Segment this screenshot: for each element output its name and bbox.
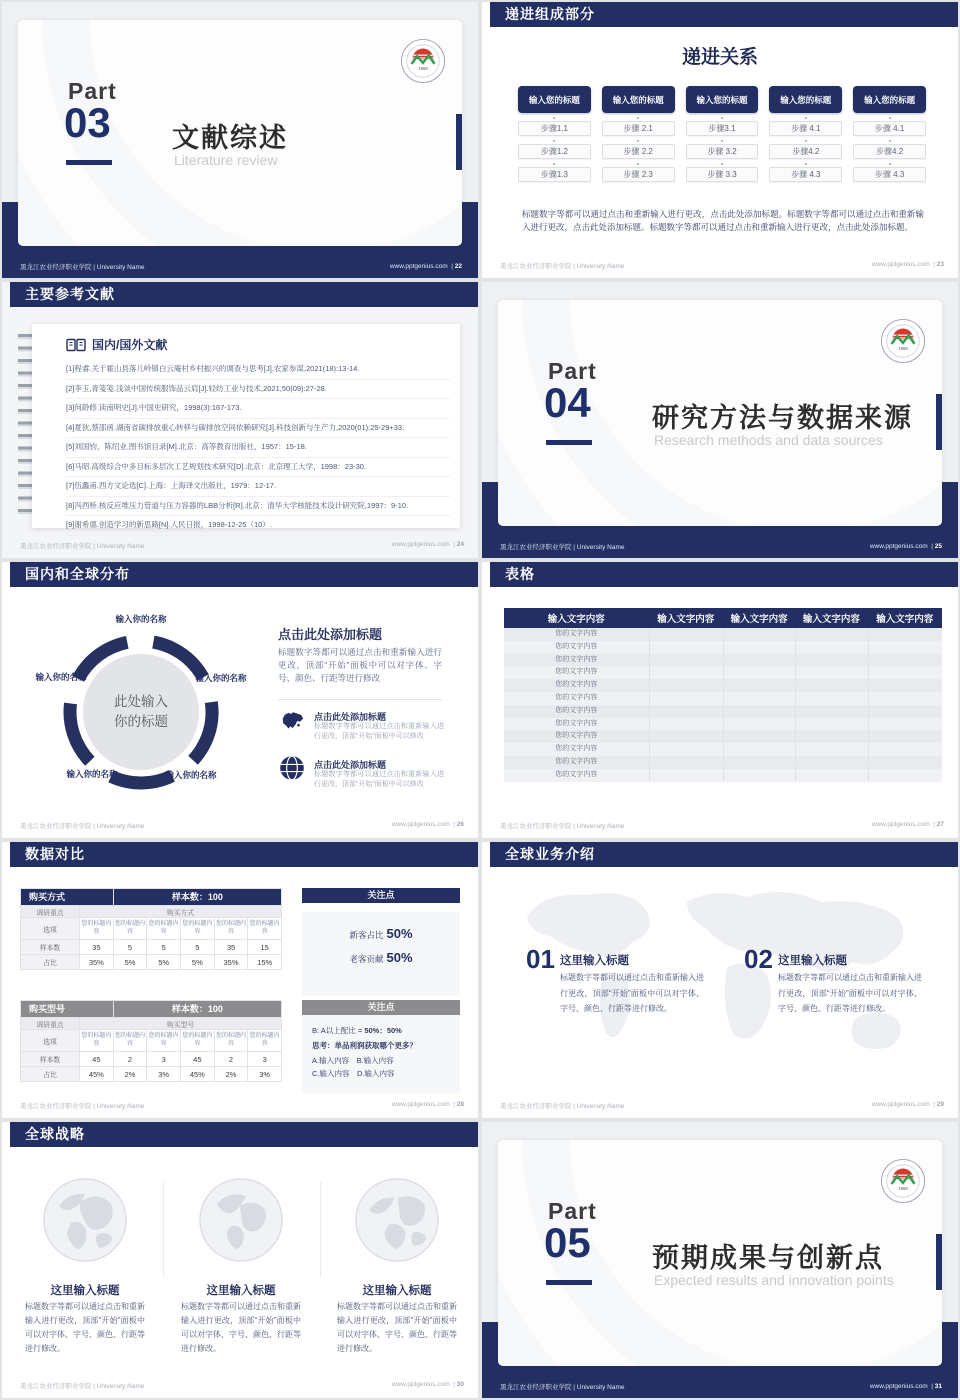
item-title: 点击此处添加标题	[314, 760, 387, 770]
cell-slide-25	[480, 280, 960, 560]
item-title: 这里输入标题	[778, 955, 847, 967]
step-box: 步骤 4.1	[769, 121, 842, 136]
panel-title: 关注点	[302, 1000, 460, 1015]
part-underline	[66, 160, 112, 165]
slide-title-bar	[490, 2, 958, 27]
span-label: 购买方式	[80, 906, 281, 917]
footer-university: 黑龙江农业经济职业学院 | University Name	[500, 1103, 625, 1110]
slide-24-references[interactable]	[2, 282, 478, 558]
university-logo-icon	[880, 318, 926, 364]
options-line: C.输入内容 D.输入内容	[312, 1069, 395, 1078]
globe-graphic	[354, 1177, 440, 1263]
part-subtitle: Literature review	[174, 152, 278, 168]
reference-item: [1]程睿.关于霍山县落儿岭镇白云庵村乡村振兴的调查与思考[J].农家参谋,2021(18):13-14.	[66, 360, 450, 380]
slide-footer	[20, 259, 462, 273]
globe-icon	[278, 755, 306, 781]
step-box: 步骤 3.3	[686, 167, 759, 182]
sample-size: 样本数：100	[114, 1001, 281, 1017]
cell-slide-28	[0, 840, 480, 1120]
item-title: 这里输入标题	[206, 1285, 276, 1297]
count-cell: 5	[181, 940, 214, 954]
wheel-label: 输入你的名称	[35, 672, 87, 682]
section-title: 国内/国外文献	[92, 338, 168, 352]
item-number: 02	[744, 944, 773, 974]
part-number: 04	[544, 379, 591, 426]
step-box: 步骤 2.3	[602, 167, 675, 182]
part-title: 研究方法与数据来源	[652, 403, 913, 433]
footer-site: www.pptgenius.com | 29	[871, 1101, 944, 1108]
ratio-cell: 45%	[181, 1067, 214, 1081]
slide-footer	[500, 261, 944, 270]
step-box: 步骤 3.2	[686, 144, 759, 159]
svg-text:1958: 1958	[898, 1186, 908, 1192]
row-label: 样本数	[21, 940, 79, 954]
row-label: 调研重点	[21, 906, 79, 917]
wheel-label: 输入你的名称	[115, 614, 167, 624]
ratio-cell: 45%	[80, 1067, 113, 1081]
footer-university: 黑龙江农业经济职业学院 | University Name	[20, 1383, 145, 1390]
page-number: 24	[456, 541, 464, 548]
part-label: Part	[548, 358, 597, 384]
step-box: 步骤3.1	[686, 121, 759, 136]
progression-column	[769, 86, 842, 182]
footer-university: 黑龙江农业经济职业学院 | University Name	[500, 263, 625, 270]
option-header: 您的标题内容	[114, 1030, 147, 1051]
step-box: 步骤1.2	[518, 144, 591, 159]
item-title: 这里输入标题	[362, 1285, 432, 1297]
part-label: Part	[548, 1198, 597, 1224]
table-row: 您的文字内容	[504, 654, 942, 667]
svg-text:1958: 1958	[418, 66, 428, 72]
slide-23-progression[interactable]	[482, 2, 958, 278]
cell-slide-31	[480, 1120, 960, 1400]
wheel-label: 输入你的名称	[165, 770, 217, 780]
reference-item: [9]谢希德.创造学习的新思路[N].人民日报，1998-12-25（10）.	[66, 516, 450, 536]
reference-list	[66, 360, 450, 536]
ratio-cell: 3%	[147, 1067, 180, 1081]
part-number: 03	[64, 99, 111, 146]
option-header: 您的标题内容	[80, 918, 113, 939]
reference-item: [5]刘国钧，陈绍业.图书馆目录[M].北京：高等教育出版社，1957：15-18.	[66, 438, 450, 458]
reference-item: [6]马昭.高级综合中多目标多层次工艺规划技术研究[D].北京：北京理工大学，1998：23-30.	[66, 458, 450, 478]
page-number: 30	[456, 1381, 464, 1388]
row-label: 占比	[21, 955, 79, 969]
part-number: 05	[544, 1219, 591, 1266]
slide-footer	[500, 821, 944, 830]
option-header: 您的标题内容	[181, 918, 214, 939]
books-icon	[66, 338, 86, 352]
row-label: 选项	[21, 918, 79, 939]
ratio-cell: 35%	[80, 955, 113, 969]
table-header-row	[504, 608, 942, 628]
slide-27-table[interactable]	[482, 562, 958, 838]
progression-column	[686, 86, 759, 182]
item-desc: 标题数字等都可以通过点击和重新输入进行更改，顶部“开始”面板中可以修改	[314, 771, 444, 788]
part-underline	[546, 440, 592, 445]
slide-22-part-divider[interactable]	[2, 2, 478, 278]
column-header: 输入您的标题	[769, 86, 842, 113]
column-header: 输入文字内容	[547, 614, 605, 625]
option-header: 您的标题内容	[215, 918, 248, 939]
footer-site: www.pptgenius.com | 27	[871, 821, 944, 828]
slide-title: 数据对比	[25, 846, 85, 862]
column-divider	[320, 1182, 321, 1277]
footer-site: www.pptgenius.com | 30	[391, 1381, 464, 1388]
wheel-center	[83, 654, 199, 770]
count-cell: 3	[147, 1052, 180, 1066]
part-subtitle: Research methods and data sources	[654, 432, 883, 448]
part-subtitle: Expected results and innovation points	[654, 1272, 894, 1288]
count-cell: 5	[114, 940, 147, 954]
slide-25-part-divider[interactable]	[482, 282, 958, 558]
row-label: 占比	[21, 1067, 79, 1081]
part-label: Part	[68, 78, 117, 104]
think-line: 思考：单品利润获取哪个更多？	[312, 1041, 417, 1050]
slide-footer	[500, 539, 942, 553]
right-heading: 点击此处添加标题	[278, 627, 383, 642]
ratio-cell: 35%	[215, 955, 248, 969]
table-row: 您的文字内容	[504, 692, 942, 705]
row-label: 选项	[21, 1030, 79, 1051]
step-box: 步骤 2.2	[602, 144, 675, 159]
slide-title-bar	[10, 1122, 478, 1147]
table-row: 您的文字内容	[504, 769, 942, 782]
body-paragraph: 标题数字等都可以通过点击和重新输入进行更改，点击此处添加标题。标题数字等都可以通过点击和重新输入进行更改，点击此处添加标题。标题数字等都可以通过点击和重新输入进行更改，点击此处添加标题。	[522, 209, 924, 232]
slide-title-bar	[10, 562, 478, 587]
page-number: 23	[936, 261, 944, 268]
divider	[278, 699, 442, 700]
reference-item: [3]何龄修.读南明史[J].中国史研究，1998(3):167-173.	[66, 399, 450, 419]
footer-site: www.pptgenius.com | 25	[869, 542, 942, 550]
slide-footer	[20, 541, 464, 550]
footer-university: 黑龙江农业经济职业学院 | University Name	[20, 263, 145, 271]
focus-panel-1	[302, 888, 460, 996]
slide-footer	[20, 1101, 464, 1110]
slide-title: 国内和全球分布	[25, 566, 130, 582]
item-desc: 标题数字等都可以通过点击和重新输入进行更改，顶部“开始”面板中可以对字体、字号、颜色、行距等进行修改。	[181, 1302, 301, 1353]
column-header: 输入文字内容	[802, 614, 860, 625]
option-header: 您的标题内容	[114, 918, 147, 939]
column-divider	[163, 1182, 164, 1277]
edge-notch	[456, 114, 462, 170]
slide-title-bar	[490, 562, 958, 587]
footer-university: 黑龙江农业经济职业学院 | University Name	[500, 543, 625, 551]
table-row: 您的文字内容	[504, 743, 942, 756]
cell-slide-26	[0, 560, 480, 840]
panel-title: 关注点	[302, 888, 460, 903]
part-title: 预期成果与创新点	[652, 1243, 884, 1273]
slide-footer	[20, 1381, 464, 1390]
option-header: 您的标题内容	[181, 1030, 214, 1051]
panel-body	[302, 1015, 460, 1093]
reference-item: [4]夏狄,蔡邵函.湖南省碳排放重心转移与碳排放空间依赖研究[J].科技创新与生产力,2020(01):25-29+33.	[66, 419, 450, 439]
progression-columns	[518, 86, 926, 182]
slide-26-distribution[interactable]	[2, 562, 478, 838]
table-name: 购买型号	[21, 1001, 113, 1017]
slide-title-bar	[490, 842, 958, 867]
table-name: 购买方式	[21, 889, 113, 905]
china-map-icon	[278, 708, 306, 734]
ratio-cell: 3%	[248, 1067, 281, 1081]
footer-university: 黑龙江农业经济职业学院 | University Name	[20, 823, 145, 830]
reference-item: [7]伍蠡甫.西方文论选[C].上海：上海译文出版社，1979：12-17.	[66, 477, 450, 497]
column-header: 输入文字内容	[657, 614, 715, 625]
option-header: 您的标题内容	[215, 1030, 248, 1051]
footer-site: www.pptgenius.com | 28	[391, 1101, 464, 1108]
footer-site: www.pptgenius.com | 22	[389, 262, 462, 270]
step-box: 步骤1.3	[518, 167, 591, 182]
slide-title: 表格	[505, 566, 535, 582]
data-table	[504, 608, 942, 782]
slide-title: 递进组成部分	[505, 6, 595, 22]
step-box: 步骤 4.3	[769, 167, 842, 182]
count-cell: 5	[147, 940, 180, 954]
cell-slide-27	[480, 560, 960, 840]
table-row: 您的文字内容	[504, 730, 942, 743]
globe-graphic	[42, 1177, 128, 1263]
page-number: 31	[934, 1382, 942, 1390]
section-heading	[66, 336, 167, 353]
progression-column	[602, 86, 675, 182]
table-row: 您的文字内容	[504, 628, 942, 641]
count-cell: 2	[114, 1052, 147, 1066]
count-cell: 15	[248, 940, 281, 954]
column-header: 输入您的标题	[518, 86, 591, 113]
footer-university: 黑龙江农业经济职业学院 | University Name	[500, 1383, 625, 1391]
column-header: 输入您的标题	[602, 86, 675, 113]
option-header: 您的标题内容	[248, 1030, 281, 1051]
row-label: 样本数	[21, 1052, 79, 1066]
edge-notch	[936, 394, 942, 450]
step-box: 步骤4.2	[853, 144, 926, 159]
table-row: 您的文字内容	[504, 705, 942, 718]
item-desc: 标题数字等都可以通过点击和重新输入进行更改，顶部“开始”面板中可以对字体、字号、颜色、行距等进行修改。	[337, 1302, 457, 1353]
step-box: 步骤 2.1	[602, 121, 675, 136]
comparison-table-2	[20, 1000, 282, 1082]
cell-slide-30	[0, 1120, 480, 1400]
slide-footer	[20, 821, 464, 830]
slide-title-bar	[10, 282, 478, 307]
item-desc: 标题数字等都可以通过点击和重新输入进行更改，顶部“开始”面板中可以修改	[314, 723, 444, 740]
university-logo-icon	[400, 38, 446, 84]
option-header: 您的标题内容	[248, 918, 281, 939]
option-header: 您的标题内容	[147, 918, 180, 939]
count-cell: 35	[215, 940, 248, 954]
cell-slide-24	[0, 280, 480, 560]
wheel-center-text: 此处输入你的标题	[114, 693, 168, 729]
edge-notch	[936, 1234, 942, 1290]
table-row: 您的文字内容	[504, 666, 942, 679]
footer-university: 黑龙江农业经济职业学院 | University Name	[500, 823, 625, 830]
page-number: 27	[936, 821, 944, 828]
page-number: 22	[454, 262, 462, 270]
column-header: 输入文字内容	[730, 614, 788, 625]
ratio-cell: 5%	[114, 955, 147, 969]
globe-graphic	[198, 1177, 284, 1263]
count-cell: 3	[248, 1052, 281, 1066]
wheel-label: 输入你的名称	[195, 673, 247, 683]
footer-site: www.pptgenius.com | 24	[391, 541, 464, 548]
sample-size: 样本数：100	[114, 889, 281, 905]
comparison-table-1	[20, 888, 282, 970]
span-label: 购买型号	[80, 1018, 281, 1029]
footer-university: 黑龙江农业经济职业学院 | University Name	[20, 543, 145, 550]
slide-title: 全球业务介绍	[505, 846, 595, 862]
table-row: 您的文字内容	[504, 641, 942, 654]
footer-university: 黑龙江农业经济职业学院 | University Name	[20, 1103, 145, 1110]
column-divider	[723, 628, 724, 782]
ratio-cell: 15%	[248, 955, 281, 969]
ratio-cell: 5%	[147, 955, 180, 969]
step-box: 步骤1.1	[518, 121, 591, 136]
page-number: 28	[456, 1101, 464, 1108]
table-row: 您的文字内容	[504, 718, 942, 731]
wheel-label: 输入你的名称	[66, 769, 118, 779]
svg-text:1958: 1958	[898, 346, 908, 352]
item-title: 这里输入标题	[560, 955, 629, 967]
column-divider	[795, 628, 796, 782]
part-title: 文献综述	[172, 123, 288, 153]
progression-column	[518, 86, 591, 182]
count-cell: 2	[215, 1052, 248, 1066]
footer-site: www.pptgenius.com | 31	[869, 1382, 942, 1390]
ratio-line: B: A以上配比 = 50%：50%	[312, 1026, 402, 1035]
slide-30-global-strategy[interactable]	[2, 1122, 478, 1398]
item-desc: 标题数字等都可以通过点击和重新输入进行更改，顶部“开始”面板中可以对字体、字号、颜色、行距等进行修改。	[778, 973, 922, 1013]
step-box: 步骤 4.1	[853, 121, 926, 136]
slide-31-part-divider[interactable]	[482, 1122, 958, 1398]
ratio-cell: 2%	[215, 1067, 248, 1081]
reference-item: [2]李玉,青笺笺.浅谈中国传统服饰品云肩[J].轻纺工业与技术,2021,50(09):27-28.	[66, 380, 450, 400]
footer-site: www.pptgenius.com | 23	[871, 261, 944, 268]
step-box: 步骤 4.3	[853, 167, 926, 182]
item-desc: 标题数字等都可以通过点击和重新输入进行更改，顶部“开始”面板中可以对字体、字号、颜色、行距等进行修改。	[560, 973, 704, 1013]
section-heading: 递进关系	[681, 47, 758, 68]
panel-body	[302, 912, 460, 996]
count-cell: 35	[80, 940, 113, 954]
part-underline	[546, 1280, 592, 1285]
item-desc: 标题数字等都可以通过点击和重新输入进行更改，顶部“开始”面板中可以对字体、字号、颜色、行距等进行修改。	[25, 1302, 145, 1353]
count-cell: 45	[181, 1052, 214, 1066]
metric-line: 老客贡献 50%	[349, 950, 413, 965]
count-cell: 45	[80, 1052, 113, 1066]
page-number: 29	[936, 1101, 944, 1108]
panel-text	[302, 1015, 460, 1079]
option-header: 您的标题内容	[80, 1030, 113, 1051]
slide-title-bar	[10, 842, 478, 867]
university-logo-icon	[880, 1158, 926, 1204]
options-line: A.输入内容 B.输入内容	[312, 1056, 394, 1065]
cell-slide-23	[480, 0, 960, 280]
slide-28-data-comparison[interactable]	[2, 842, 478, 1118]
slide-title: 主要参考文献	[25, 286, 115, 302]
footer-site: www.pptgenius.com | 26	[391, 821, 464, 828]
cell-slide-29	[480, 840, 960, 1120]
row-label: 调研重点	[21, 1018, 79, 1029]
table-row: 您的文字内容	[504, 679, 942, 692]
ratio-cell: 2%	[114, 1067, 147, 1081]
column-header: 输入您的标题	[853, 86, 926, 113]
slide-29-global-business[interactable]	[482, 842, 958, 1118]
page-number: 26	[456, 821, 464, 828]
table-row: 您的文字内容	[504, 756, 942, 769]
column-header: 输入文字内容	[876, 614, 934, 625]
right-body: 标题数字等都可以通过点击和重新输入进行更改，顶部“开始”面板中可以对字体、字号、颜色、行距等进行修改	[278, 647, 442, 683]
reference-item: [8]冯西桥.核反应堆压力管道与压力容器的LBB分析[R].北京：清华大学核能技术设计研究院,1997：9-10.	[66, 497, 450, 517]
option-header: 您的标题内容	[147, 1030, 180, 1051]
page-number: 25	[934, 542, 942, 550]
slide-footer	[500, 1379, 942, 1393]
column-divider	[868, 628, 869, 782]
item-title: 点击此处添加标题	[314, 712, 387, 722]
focus-panel-2	[302, 1000, 460, 1093]
step-box: 步骤4.2	[769, 144, 842, 159]
metric-line: 新客占比 50%	[349, 926, 413, 941]
ratio-cell: 5%	[181, 955, 214, 969]
column-divider	[649, 628, 650, 782]
item-title: 这里输入标题	[50, 1285, 120, 1297]
cell-slide-22	[0, 0, 480, 280]
slide-footer	[500, 1101, 944, 1110]
column-header: 输入您的标题	[686, 86, 759, 113]
slide-title: 全球战略	[25, 1126, 85, 1142]
item-number: 01	[526, 944, 555, 974]
progression-column	[853, 86, 926, 182]
